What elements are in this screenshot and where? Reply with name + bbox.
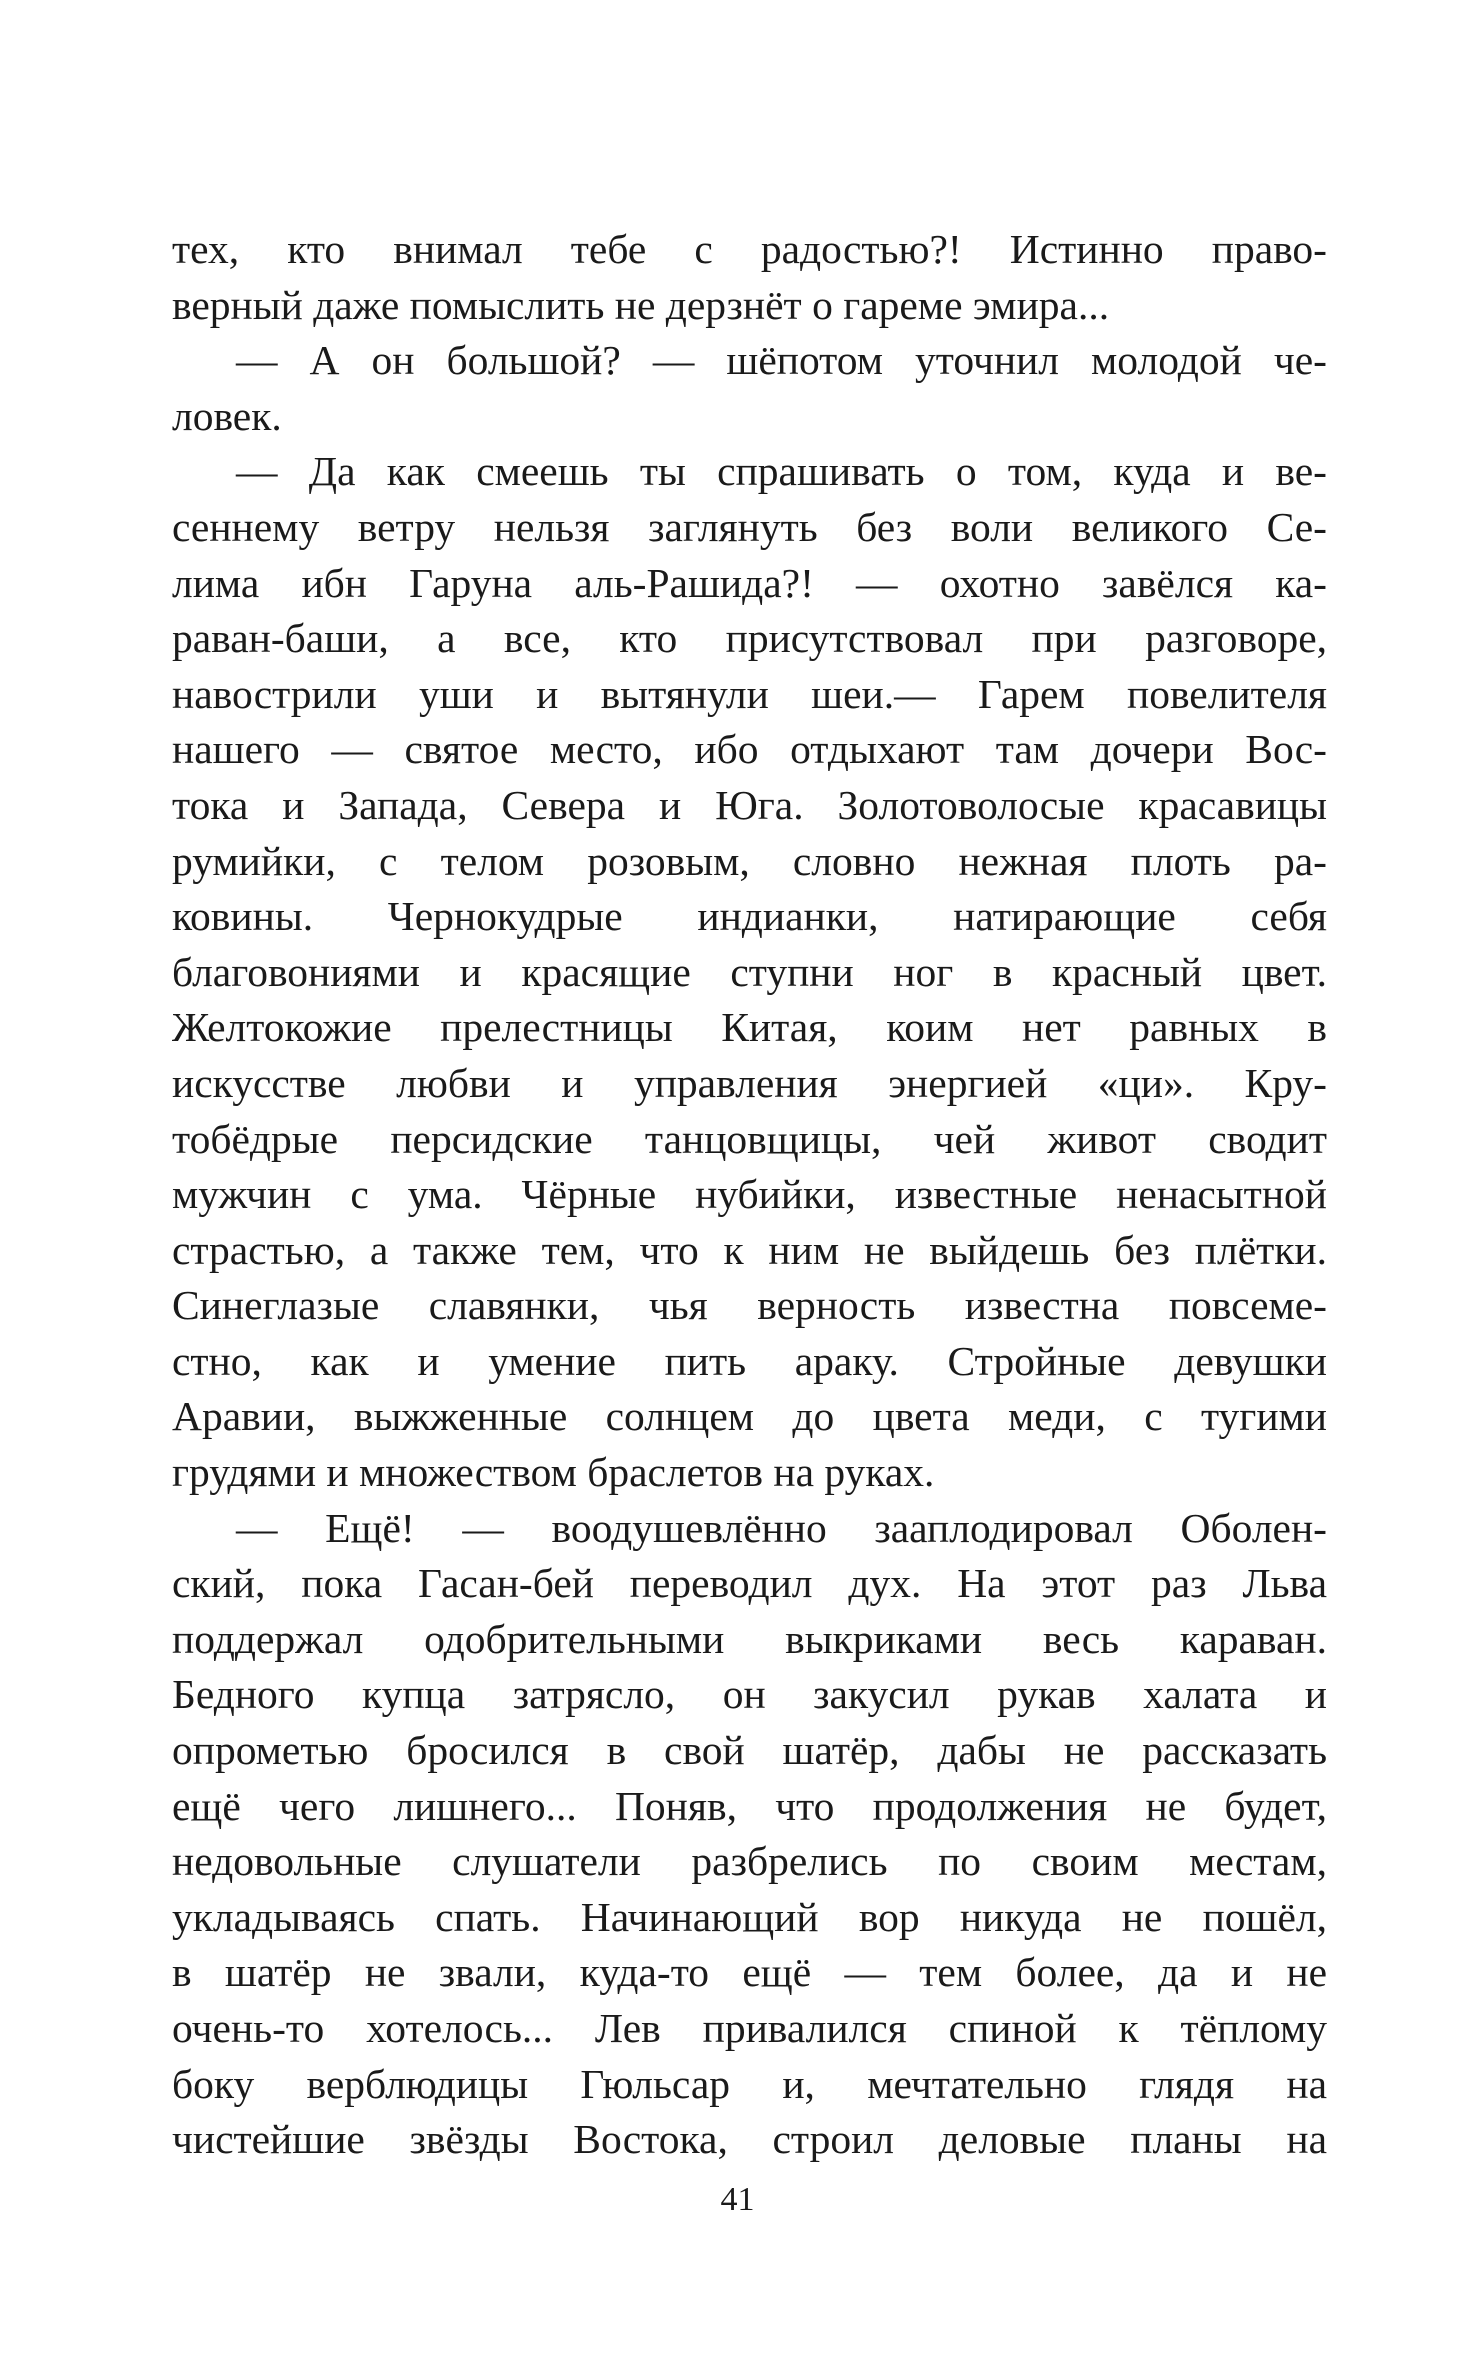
text-line: грудями и множеством браслетов на руках. (172, 1449, 935, 1496)
text-line: укладываясь спать. Начинающий вор никуда не пошёл, (172, 1893, 1327, 1940)
text-line: благовониями и красящие ступни ног в красный цвет. (172, 948, 1327, 995)
text-line: тех, кто внимал тебе с радостью?! Истинно право- (172, 226, 1327, 272)
text-line: — Ещё! — воодушевлённо зааплодировал Оболен- (236, 1504, 1327, 1551)
text-line: сеннему ветру нельзя заглянуть без воли великого Се- (172, 503, 1327, 550)
text-line: тобёдрые персидские танцовщицы, чей живот сводит (172, 1115, 1327, 1162)
text-line: в шатёр не звали, куда-то ещё — тем более, да и не (172, 1949, 1327, 1996)
text-line: чистейшие звёзды Востока, строил деловые планы на (172, 2116, 1327, 2163)
text-line: верный даже помыслить не дерзнёт о гареме эмира... (172, 281, 1110, 328)
text-line: Синеглазые славянки, чья верность известна повсеме- (172, 1282, 1327, 1329)
text-line: ковины. Чернокудрые индианки, натирающие себя (172, 893, 1327, 940)
text-line: лима ибн Гаруна аль-Рашида?! — охотно завёлся ка- (172, 559, 1327, 606)
text-line: поддержал одобрительными выкриками весь караван. (172, 1615, 1327, 1662)
text-line: ещё чего лишнего... Поняв, что продолжения не будет, (172, 1782, 1327, 1829)
text-line: искусстве любви и управления энергией «ци». Кру- (172, 1059, 1327, 1106)
text-line: — Да как смеешь ты спрашивать о том, куда и ве- (236, 448, 1327, 495)
text-line: страстью, а также тем, что к ним не выйдешь без плётки. (172, 1226, 1327, 1273)
page-number: 41 (720, 2181, 755, 2218)
text-line: ловек. (172, 392, 282, 439)
text-line: Бедного купца затрясло, он закусил рукав халата и (172, 1671, 1327, 1718)
text-line: боку верблюдицы Гюльсар и, мечтательно глядя на (172, 2060, 1327, 2107)
text-line: раван-баши, а все, кто присутствовал при разговоре, (172, 615, 1327, 662)
text-line: навострили уши и вытянули шеи.— Гарем повелителя (172, 670, 1327, 717)
text-line: ский, пока Гасан-бей переводил дух. На этот раз Льва (172, 1560, 1327, 1607)
text-line: нашего — святое место, ибо отдыхают там дочери Вос- (172, 726, 1327, 773)
text-line: опрометью бросился в свой шатёр, дабы не рассказать (172, 1727, 1327, 1774)
text-line: мужчин с ума. Чёрные нубийки, известные ненасытной (172, 1171, 1327, 1218)
text-line: тока и Запада, Севера и Юга. Золотоволосые красавицы (172, 781, 1327, 828)
text-line: стно, как и умение пить араку. Стройные девушки (172, 1337, 1327, 1384)
text-line: румийки, с телом розовым, словно нежная плоть ра- (172, 837, 1327, 884)
text-line: — А он большой? — шёпотом уточнил молодой че- (236, 337, 1327, 384)
page-body-text (172, 222, 1327, 2168)
text-line: очень-то хотелось... Лев привалился спиной к тёплому (172, 2005, 1327, 2051)
text-line: недовольные слушатели разбрелись по своим местам, (172, 1838, 1327, 1885)
text-line: Аравии, выжженные солнцем до цвета меди, с тугими (172, 1393, 1327, 1440)
text-line: Желтокожие прелестницы Китая, коим нет равных в (172, 1004, 1327, 1051)
